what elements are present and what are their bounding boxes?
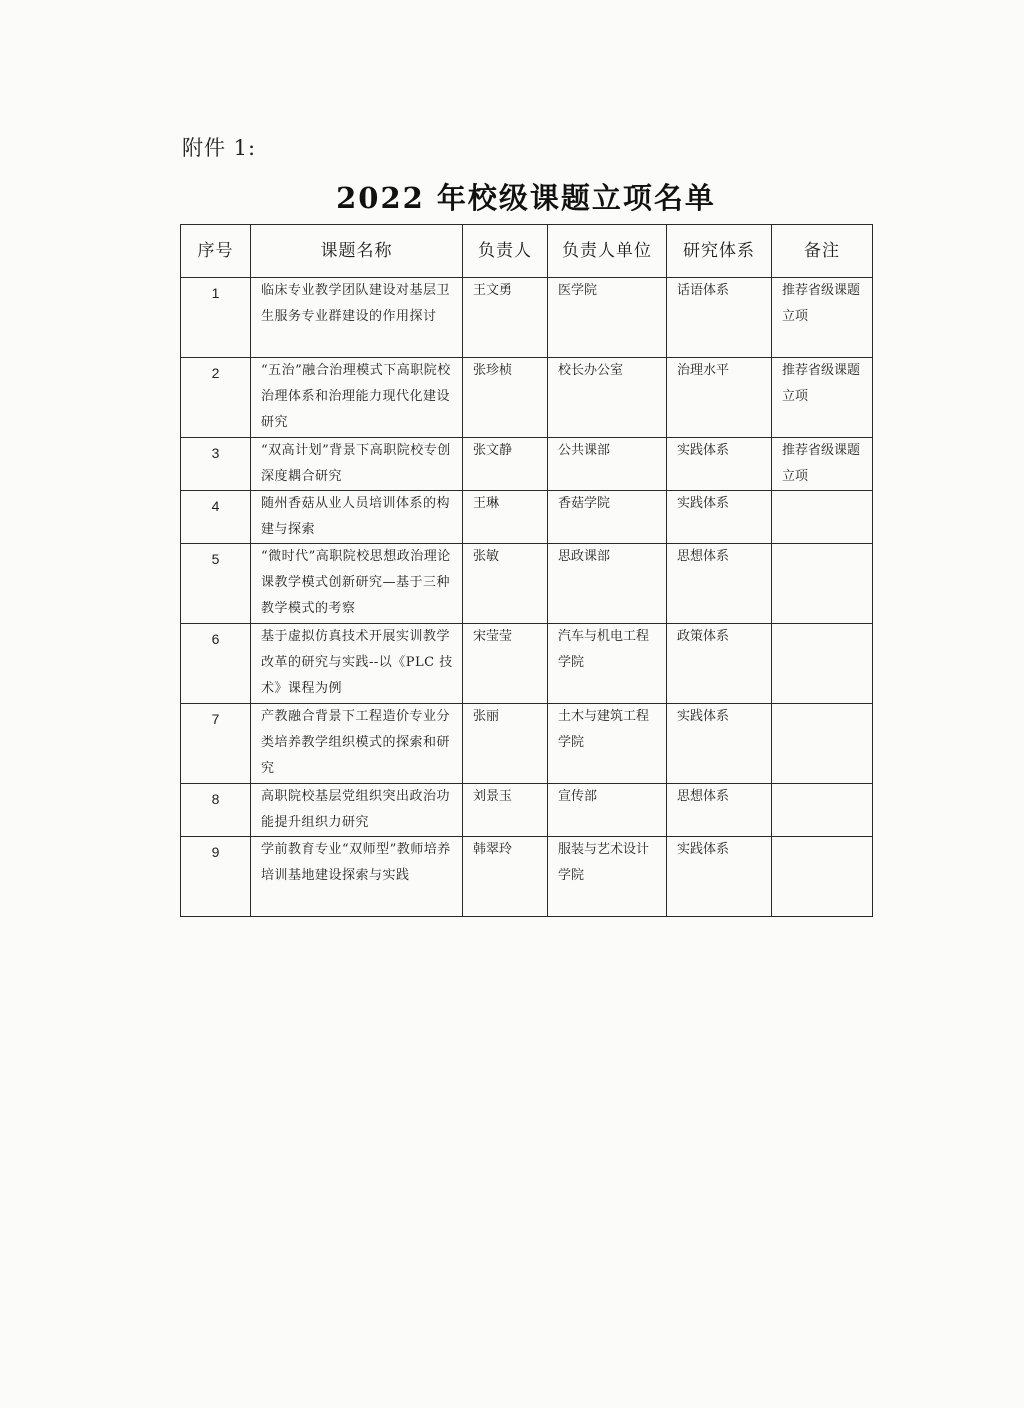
cell-note: [772, 624, 873, 704]
cell-unit: 土木与建筑工程学院: [548, 704, 667, 784]
cell-note: 推荐省级课题立项: [772, 438, 873, 491]
cell-topic: “双高计划”背景下高职院校专创深度耦合研究: [251, 438, 463, 491]
cell-system: 实践体系: [667, 491, 772, 544]
cell-no: 3: [181, 438, 251, 491]
cell-topic: 高职院校基层党组织突出政治功能提升组织力研究: [251, 784, 463, 837]
project-list-table: [180, 224, 873, 917]
cell-unit: 思政课部: [548, 544, 667, 624]
table-row: [181, 704, 873, 784]
cell-leader: 王文勇: [463, 278, 548, 358]
cell-unit: 服装与艺术设计学院: [548, 837, 667, 917]
cell-system: 话语体系: [667, 278, 772, 358]
cell-topic: 临床专业教学团队建设对基层卫生服务专业群建设的作用探讨: [251, 278, 463, 358]
cell-no: 2: [181, 358, 251, 438]
cell-system: 思想体系: [667, 784, 772, 837]
header-topic: 课题名称: [251, 225, 463, 278]
cell-system: 实践体系: [667, 704, 772, 784]
cell-topic: 基于虚拟仿真技术开展实训教学改革的研究与实践--以《PLC 技术》课程为例: [251, 624, 463, 704]
cell-unit: 医学院: [548, 278, 667, 358]
cell-no: 9: [181, 837, 251, 917]
cell-leader: 宋莹莹: [463, 624, 548, 704]
cell-system: 政策体系: [667, 624, 772, 704]
cell-unit: 公共课部: [548, 438, 667, 491]
cell-leader: 韩翠玲: [463, 837, 548, 917]
header-system: 研究体系: [667, 225, 772, 278]
cell-leader: 张丽: [463, 704, 548, 784]
cell-no: 1: [181, 278, 251, 358]
cell-unit: 校长办公室: [548, 358, 667, 438]
table-row: [181, 438, 873, 491]
cell-leader: 刘景玉: [463, 784, 548, 837]
cell-note: [772, 704, 873, 784]
table-row: [181, 784, 873, 837]
table-row: [181, 837, 873, 917]
table-row: [181, 624, 873, 704]
cell-leader: 王琳: [463, 491, 548, 544]
cell-topic: 产教融合背景下工程造价专业分类培养教学组织模式的探索和研究: [251, 704, 463, 784]
cell-topic: “微时代”高职院校思想政治理论课教学模式创新研究—基于三种教学模式的考察: [251, 544, 463, 624]
header-unit: 负责人单位: [548, 225, 667, 278]
cell-system: 实践体系: [667, 837, 772, 917]
cell-note: [772, 491, 873, 544]
table-row: [181, 278, 873, 358]
cell-note: [772, 544, 873, 624]
table-row: [181, 358, 873, 438]
cell-system: 实践体系: [667, 438, 772, 491]
cell-unit: 香菇学院: [548, 491, 667, 544]
cell-leader: 张珍桢: [463, 358, 548, 438]
cell-note: [772, 784, 873, 837]
cell-note: 推荐省级课题立项: [772, 358, 873, 438]
cell-note: 推荐省级课题立项: [772, 278, 873, 358]
table-row: [181, 491, 873, 544]
attachment-label: 附件 1:: [182, 136, 257, 160]
table-header-row: [181, 225, 873, 278]
cell-unit: 汽车与机电工程学院: [548, 624, 667, 704]
cell-topic: “五治”融合治理模式下高职院校治理体系和治理能力现代化建设研究: [251, 358, 463, 438]
table-row: [181, 544, 873, 624]
cell-leader: 张文静: [463, 438, 548, 491]
page-title: 2022 年校级课题立项名单: [336, 181, 716, 215]
header-note: 备注: [772, 225, 873, 278]
cell-no: 7: [181, 704, 251, 784]
header-no: 序号: [181, 225, 251, 278]
cell-topic: 随州香菇从业人员培训体系的构建与探索: [251, 491, 463, 544]
header-leader: 负责人: [463, 225, 548, 278]
cell-system: 治理水平: [667, 358, 772, 438]
cell-leader: 张敏: [463, 544, 548, 624]
cell-unit: 宣传部: [548, 784, 667, 837]
cell-note: [772, 837, 873, 917]
cell-topic: 学前教育专业“双师型”教师培养培训基地建设探索与实践: [251, 837, 463, 917]
cell-system: 思想体系: [667, 544, 772, 624]
cell-no: 5: [181, 544, 251, 624]
cell-no: 8: [181, 784, 251, 837]
cell-no: 6: [181, 624, 251, 704]
cell-no: 4: [181, 491, 251, 544]
